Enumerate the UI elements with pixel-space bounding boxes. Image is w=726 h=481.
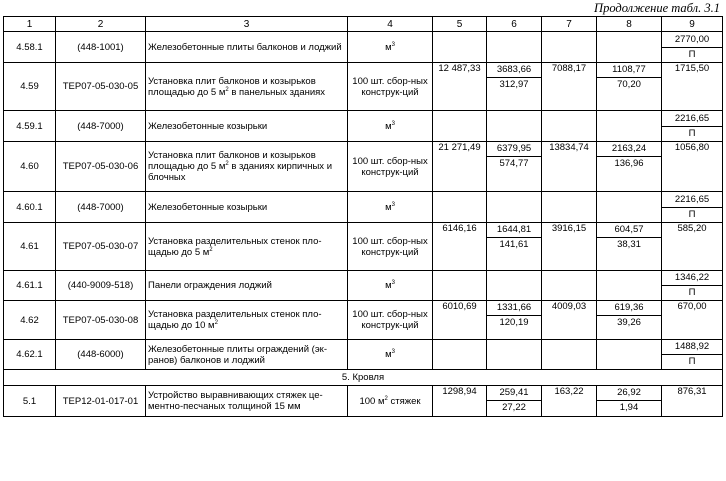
row-number: 4.58.1: [4, 32, 56, 63]
header-cell: 6: [487, 17, 542, 32]
cell-machines: 163,22: [542, 386, 597, 417]
header-cell: 3: [146, 17, 348, 32]
cell-machines: 4009,03: [542, 301, 597, 340]
table-row: [4, 111, 723, 142]
header-cell: 8: [597, 17, 662, 32]
row-number: 4.61: [4, 223, 56, 271]
table-row: [4, 301, 723, 340]
header-cell: 1: [4, 17, 56, 32]
row-number: 4.59.1: [4, 111, 56, 142]
row-unit: 100 $м^2$ стяжек: [348, 386, 433, 417]
price-marker: П: [688, 208, 696, 220]
row-name: Установка разделительных стенок пло-щадью до 10 $м^2$: [146, 301, 348, 340]
cell-materials-sub: 39,26: [597, 315, 661, 330]
price-value: 1346,22: [662, 271, 722, 286]
row-name: Железобетонные плиты ограждений (эк-ранов) балконов и лоджий: [146, 340, 348, 370]
row-name: Установка плит балконов и козырьков площадью до 5 $м^2$ в панельных зданиях: [146, 63, 348, 111]
row-unit: $м^3$: [348, 340, 433, 370]
cell-wages-sub: 141,61: [487, 237, 541, 252]
header-cell: 7: [542, 17, 597, 32]
section-title: 5. Кровля: [4, 370, 723, 386]
row-unit: $м^3$: [348, 271, 433, 301]
cell-materials-sub: 38,31: [597, 237, 661, 252]
row-code: (448-7000): [56, 192, 146, 223]
header-cell: 2: [56, 17, 146, 32]
section-row: [4, 370, 723, 386]
cell-materials: 604,57: [614, 224, 644, 235]
cell-wages: 1331,66: [496, 302, 532, 313]
price-value: 1488,92: [662, 340, 722, 355]
row-name: Панели ограждения лоджий: [146, 271, 348, 301]
table-row: [4, 271, 723, 301]
row-name: Железобетонные козырьки: [146, 192, 348, 223]
estimate-table: [3, 16, 723, 417]
cell-machines: 3916,15: [542, 223, 597, 271]
row-name: Установка плит балконов и козырьков площадью до 5 $м^2$ в зданиях кирпичных и блочных: [146, 142, 348, 192]
cell-total: 21 271,49: [433, 142, 487, 192]
cell-materials-sub: 136,96: [597, 156, 661, 171]
row-name: Железобетонные козырьки: [146, 111, 348, 142]
row-number: 4.60: [4, 142, 56, 192]
table-row: [4, 340, 723, 370]
cell-wages-sub: 574,77: [487, 156, 541, 171]
cell-labor: 1715,50: [662, 63, 723, 111]
price-marker: П: [688, 356, 696, 367]
row-name: Установка разделительных стенок пло-щадью до 5 $м^2$: [146, 223, 348, 271]
cell-materials: 26,92: [617, 387, 641, 398]
row-number: 4.60.1: [4, 192, 56, 223]
row-code: (448-6000): [56, 340, 146, 370]
cell-wages: 1644,81: [496, 224, 532, 235]
price-marker: П: [688, 48, 696, 60]
row-unit: 100 шт. сбор-ных конструк-ций: [348, 301, 433, 340]
row-code: ТЕР07-05-030-05: [56, 63, 146, 111]
row-code: (448-1001): [56, 32, 146, 63]
table-row: [4, 223, 723, 271]
header-row: [4, 17, 723, 32]
header-cell: 9: [662, 17, 723, 32]
cell-wages: 259,41: [499, 387, 529, 398]
table-row: [4, 386, 723, 417]
row-code: ТЕР07-05-030-07: [56, 223, 146, 271]
row-code: ТЕР12-01-017-01: [56, 386, 146, 417]
row-unit: 100 шт. сбор-ных конструк-ций: [348, 63, 433, 111]
table-row: [4, 32, 723, 63]
cell-wages-sub: 312,97: [487, 77, 541, 92]
row-unit: $м^3$: [348, 111, 433, 142]
cell-wages-sub: 120,19: [487, 315, 541, 330]
cell-machines: 13834,74: [542, 142, 597, 192]
row-number: 5.1: [4, 386, 56, 417]
cell-materials: 1108,77: [612, 64, 646, 75]
row-name: Устройство выравнивающих стяжек це-ментно-песчаных толщиной 15 мм: [146, 386, 348, 417]
table-row: [4, 142, 723, 192]
row-number: 4.59: [4, 63, 56, 111]
header-cell: 4: [348, 17, 433, 32]
row-code: ТЕР07-05-030-08: [56, 301, 146, 340]
price-value: 2216,65: [662, 112, 722, 127]
header-cell: 5: [433, 17, 487, 32]
cell-materials-sub: 1,94: [597, 400, 661, 415]
cell-materials-sub: 70,20: [597, 77, 661, 92]
cell-machines: 7088,17: [542, 63, 597, 111]
cell-materials: 2163,24: [611, 143, 647, 154]
row-unit: 100 шт. сбор-ных конструк-ций: [348, 142, 433, 192]
cell-total: 6010,69: [433, 301, 487, 340]
cell-wages: 6379,95: [496, 143, 532, 154]
row-number: 4.62: [4, 301, 56, 340]
cell-labor: 670,00: [662, 301, 723, 340]
row-unit: 100 шт. сбор-ных конструк-ций: [348, 223, 433, 271]
row-unit: $м^3$: [348, 32, 433, 63]
table-caption: Продолжение табл. 3.1: [594, 1, 720, 15]
price-marker: П: [688, 287, 696, 298]
row-code: (448-7000): [56, 111, 146, 142]
row-name: Железобетонные плиты балконов и лоджий: [146, 32, 348, 63]
cell-total: 12 487,33: [433, 63, 487, 111]
cell-total: 1298,94: [433, 386, 487, 417]
table-row: [4, 192, 723, 223]
cell-total: 6146,16: [433, 223, 487, 271]
cell-labor: 1056,80: [662, 142, 723, 192]
table-row: [4, 63, 723, 111]
row-code: (440-9009-518): [56, 271, 146, 301]
cell-wages-sub: 27,22: [487, 400, 541, 415]
row-number: 4.61.1: [4, 271, 56, 301]
row-unit: $м^3$: [348, 192, 433, 223]
cell-wages: 3683,66: [496, 64, 532, 75]
price-value: 2770,00: [662, 33, 722, 48]
cell-labor: 876,31: [662, 386, 723, 417]
price-value: 2216,65: [662, 193, 722, 208]
row-code: ТЕР07-05-030-06: [56, 142, 146, 192]
cell-labor: 585,20: [662, 223, 723, 271]
price-marker: П: [688, 127, 696, 139]
cell-materials: 619,36: [614, 302, 644, 313]
row-number: 4.62.1: [4, 340, 56, 370]
